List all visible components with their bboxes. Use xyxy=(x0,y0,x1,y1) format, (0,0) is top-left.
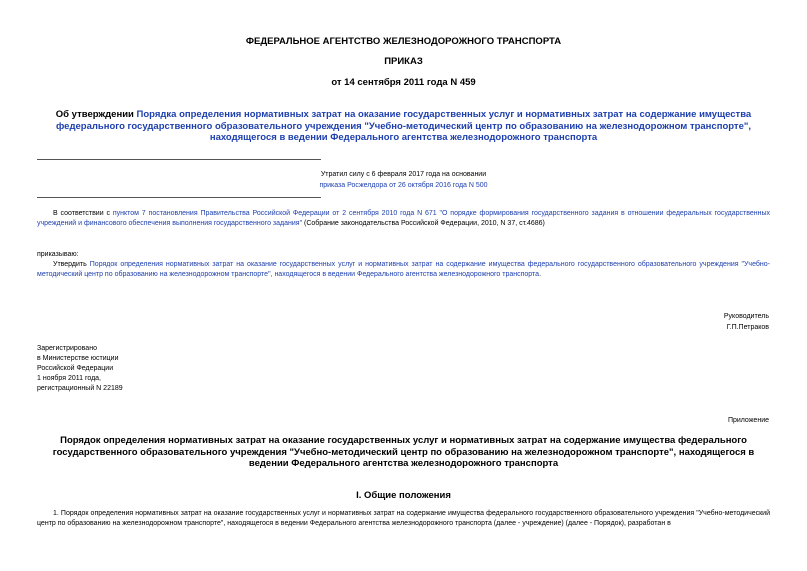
registration-block xyxy=(37,344,123,394)
registration-line: Российской Федерации xyxy=(37,365,114,372)
order-word: приказываю: xyxy=(37,251,79,258)
preamble xyxy=(37,209,770,229)
status-note: Утратил силу с 6 февраля 2017 года на основании xyxy=(320,171,487,178)
preamble-suffix: (Собрание законодательства Российской Федерации, 2010, N 37, ст.4686) xyxy=(302,220,545,227)
appendix-title: Порядок определения нормативных затрат на оказание государственных услуг и нормативных затрат на содержание имущества федерального государственного образовательного учреждения "Учебно-методический центр по образованию на железнодорожном транспорте", находящегося в ведении Федерального агентства железнодорожного транспорта xyxy=(52,435,755,469)
order-link[interactable]: Порядок определения нормативных затрат на оказание государственных услуг и нормативных затрат на содержание имущества федерального государственного образовательного учреждения "Учебно-методический центр по образованию на железнодорожном транспорте", находящегося в ведении Федерального агентства железнодорожного транспорта xyxy=(37,261,770,278)
status-link[interactable]: приказа Росжелдора от 26 октября 2016 года N 500 xyxy=(319,182,488,189)
preamble-link[interactable]: пунктом 7 постановления Правительства Российской Федерации от 2 сентября 2010 года N 671 "О порядке формирования государственного задания в отношении федеральных государственных учреждений и финансового обеспечения выполнения государственного задания" xyxy=(37,210,771,227)
doc-date-number: от 14 сентября 2011 года N 459 xyxy=(331,77,476,88)
divider-top xyxy=(37,159,321,160)
appendix-paragraph: 1. Порядок определения нормативных затрат на оказание государственных услуг и нормативных затрат на содержание имущества федерального государственного образовательного учреждения "Учебно-методический центр по образованию на железнодорожном транспорте", находящегося в ведении Федерального агентства железнодорожного транспорта (далее - учреждение) (далее - Порядок), разработан в xyxy=(37,510,770,527)
preamble-prefix: В соответствии с xyxy=(53,210,113,217)
section-heading: I. Общие положения xyxy=(356,490,451,501)
order-prefix: Утвердить xyxy=(53,261,90,268)
title-prefix: Об утверждении xyxy=(55,109,137,120)
registration-line: в Министерстве юстиции xyxy=(37,355,119,362)
divider-bottom xyxy=(37,197,321,198)
registration-line: регистрационный N 22189 xyxy=(37,385,123,392)
agency-name: ФЕДЕРАЛЬНОЕ АГЕНТСТВО ЖЕЛЕЗНОДОРОЖНОГО ТРАНСПОРТА xyxy=(245,36,562,47)
title-link[interactable]: Порядка определения нормативных затрат на оказание государственных услуг и нормативных затрат на содержание имущества федерального государственного образовательного учреждения "Учебно-методический центр по образованию на железнодорожном транспорте", находящегося в ведении Федерального агентства железнодорожного транспорта xyxy=(55,109,752,143)
registration-line: Зарегистрировано xyxy=(37,345,97,352)
signature-role: Руководитель xyxy=(723,313,769,320)
signature-name: Г.П.Петраков xyxy=(726,324,769,331)
registration-line: 1 ноября 2011 года, xyxy=(37,375,102,382)
order-suffix: . xyxy=(539,271,542,278)
order-text xyxy=(37,260,770,280)
doc-title xyxy=(46,109,761,144)
appendix-label: Приложение xyxy=(727,417,769,424)
doc-type: ПРИКАЗ xyxy=(384,56,423,67)
